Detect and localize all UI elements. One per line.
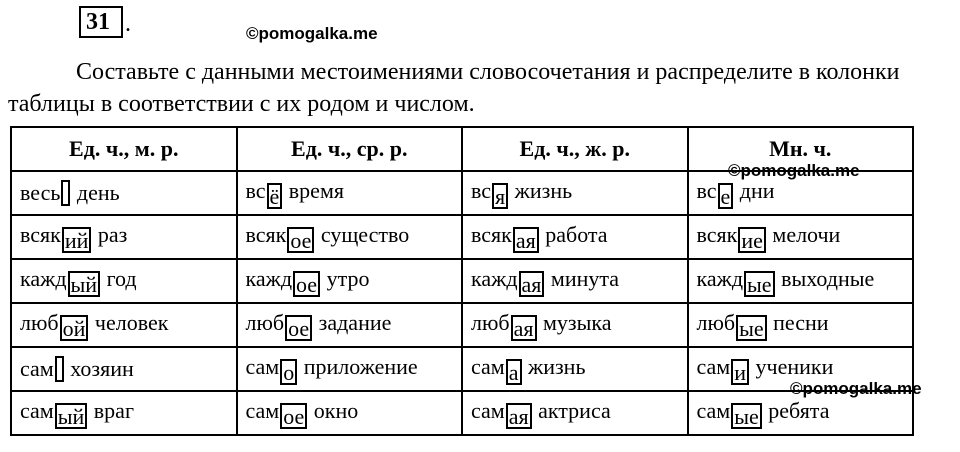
table-cell (688, 259, 914, 303)
task-number-dot: . (125, 11, 131, 37)
table-cell (11, 347, 237, 391)
ending-box: ый (68, 271, 101, 297)
ending-box: ая (511, 315, 537, 341)
pronoun-stem: вс (471, 177, 492, 203)
table-cell (237, 303, 463, 347)
noun: раз (97, 221, 128, 247)
pronoun-stem: вс (696, 177, 717, 203)
table-row (11, 347, 913, 391)
watermark: ©pomogalka.me (790, 379, 922, 398)
ending-box: ый (55, 403, 88, 429)
table-cell (11, 259, 237, 303)
noun: окно (313, 397, 359, 423)
table-cell (237, 259, 463, 303)
pronoun-stem: сам (245, 397, 280, 423)
watermark: ©pomogalka.me (246, 24, 378, 43)
pronoun-stem: кажд (245, 265, 293, 291)
noun: приложение (303, 353, 418, 379)
watermark: ©pomogalka.me (728, 161, 860, 180)
table-cell (462, 215, 688, 259)
table-cell (237, 215, 463, 259)
task-number: 31 (79, 6, 123, 38)
noun: время (288, 177, 344, 203)
noun: музыка (543, 309, 612, 335)
pronoun-stem: люб (245, 309, 285, 335)
table-cell (11, 391, 237, 435)
pronoun-stem: всяк (245, 221, 287, 247)
ending-box: я (492, 183, 508, 209)
pronoun-stem: всяк (20, 221, 61, 247)
ending-box: о (280, 359, 297, 385)
pronoun-stem: сам (471, 353, 505, 379)
pronoun-stem: люб (20, 309, 59, 335)
pronoun-stem: сам (696, 397, 731, 423)
ending-box: ая (519, 271, 545, 297)
table-row (11, 391, 913, 435)
table-body (11, 171, 913, 435)
table-cell (462, 259, 688, 303)
table-cell (11, 215, 237, 259)
header-singular-masculine: Ед. ч., м. р. (11, 127, 237, 171)
ending-box: ые (736, 315, 767, 341)
ending-box: а (506, 359, 522, 385)
ending-box: ое (293, 271, 320, 297)
ending-box: ая (506, 403, 532, 429)
ending-box: ое (287, 227, 314, 253)
pronoun-stem: люб (471, 309, 510, 335)
table-row (11, 303, 913, 347)
ending-box (55, 356, 64, 382)
pronoun-stem: сам (471, 397, 505, 423)
pronoun-stem: всяк (471, 221, 512, 247)
noun: работа (545, 221, 608, 247)
table-row (11, 215, 913, 259)
header-singular-neuter: Ед. ч., ср. р. (237, 127, 463, 171)
pronoun-stem: сам (696, 353, 731, 379)
pronoun-stem: кажд (20, 265, 67, 291)
pronoun-stem: вс (245, 177, 266, 203)
table-cell (462, 347, 688, 391)
ending-box: ое (280, 403, 307, 429)
task-instruction: Составьте с данными местоимениями словосочетания и распределите в колонки таблицы в соответствии с их родом и числом. (8, 59, 900, 117)
pronoun-stem: сам (245, 353, 280, 379)
noun: год (106, 265, 137, 291)
ending-box (61, 180, 70, 206)
pronoun-stem: всяк (696, 221, 738, 247)
ending-box: и (731, 359, 749, 385)
header-plural: Мн. ч. (688, 127, 914, 171)
pronoun-stem: кажд (471, 265, 518, 291)
noun: ученики (755, 353, 834, 379)
noun: человек (94, 309, 169, 335)
noun: дни (739, 177, 775, 203)
noun: песни (773, 309, 829, 335)
table-cell (11, 303, 237, 347)
table-cell (237, 171, 463, 215)
table-cell (462, 391, 688, 435)
noun: существо (320, 221, 410, 247)
noun: жизнь (514, 177, 573, 203)
header-singular-feminine: Ед. ч., ж. р. (462, 127, 688, 171)
noun: актриса (538, 397, 611, 423)
ending-box: е (718, 183, 734, 209)
ending-box: ая (513, 227, 539, 253)
pronoun-stem: люб (696, 309, 736, 335)
table-cell (462, 171, 688, 215)
table-cell (462, 303, 688, 347)
noun: хозяин (70, 356, 134, 381)
pronoun-stem: весь (20, 180, 61, 205)
table-cell (237, 347, 463, 391)
pronoun-stem: сам (20, 356, 54, 381)
noun: минута (550, 265, 620, 291)
noun: день (76, 180, 120, 205)
ending-box: ие (738, 227, 766, 253)
ending-box: ые (731, 403, 762, 429)
noun: задание (318, 309, 392, 335)
table-row (11, 259, 913, 303)
ending-box: ые (744, 271, 775, 297)
noun: утро (326, 265, 370, 291)
table-cell (237, 391, 463, 435)
ending-box: ое (285, 315, 312, 341)
ending-box: ой (60, 315, 89, 341)
noun: ребята (768, 397, 830, 423)
pronoun-stem: кажд (696, 265, 744, 291)
ending-box: ё (267, 183, 283, 209)
pronoun-stem: сам (20, 397, 54, 423)
noun: жизнь (528, 353, 586, 379)
noun: мелочи (772, 221, 841, 247)
noun: враг (93, 397, 134, 423)
table-cell (688, 303, 914, 347)
table-cell (688, 215, 914, 259)
ending-box: ий (62, 227, 92, 253)
table-cell (11, 171, 237, 215)
noun: выходные (781, 265, 875, 291)
